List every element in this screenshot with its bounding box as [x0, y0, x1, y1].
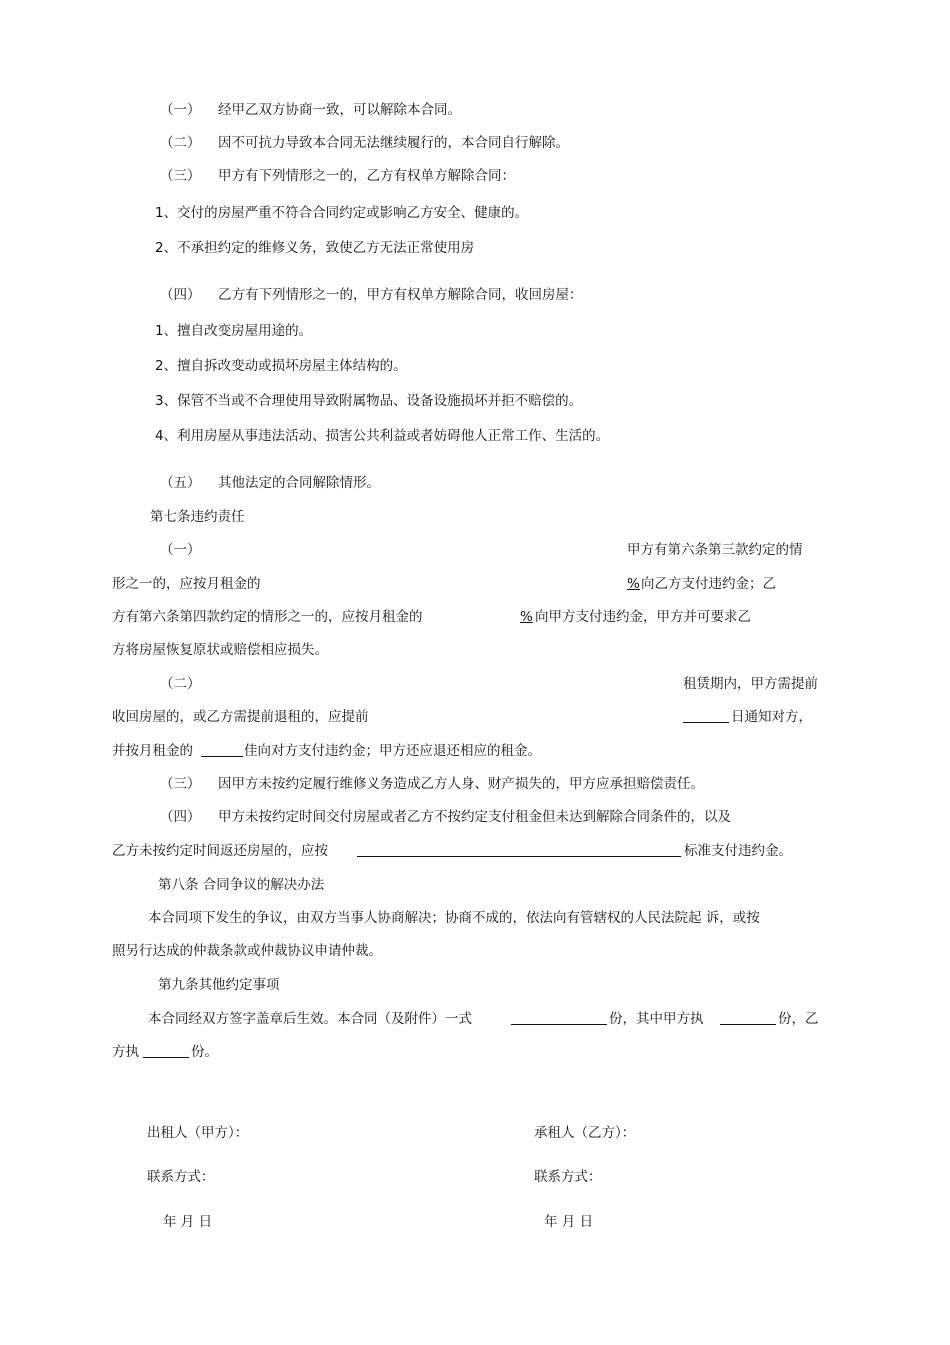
clause-4-item: 1、擅自改变房屋用途的。	[155, 323, 313, 339]
art7-p2-blank-line	[683, 708, 729, 726]
art7-p2-text: 日通知对方，	[731, 709, 812, 725]
art7-p4-text: 甲方未按约定时间交付房屋或者乙方不按约定支付租金但未达到解除合同条件的，以及	[218, 809, 731, 825]
clause-4-num: （四）	[160, 287, 201, 303]
art7-p2-blank-line	[201, 742, 243, 760]
clause-1-text: 经甲乙双方协商一致，可以解除本合同。	[218, 102, 461, 118]
article-9-text: 方执	[112, 1044, 139, 1060]
art7-p3-num: （三）	[160, 776, 201, 792]
art7-p1-num: （一）	[160, 542, 201, 558]
art7-p1-pct: %	[520, 609, 533, 625]
article-9-text: 份。	[191, 1044, 218, 1060]
clause-3-item: 2、不承担约定的维修义务，致使乙方无法正常使用房	[155, 240, 475, 256]
clause-5-num: （五）	[160, 475, 201, 491]
art7-p2-text: 收回房屋的，或乙方需提前退租的，应提前	[112, 709, 369, 725]
lessor-contact-label: 联系方式：	[147, 1169, 215, 1185]
art7-p1-text: 形之一的，应按月租金的	[112, 576, 261, 592]
art7-p1-text: 方有第六条第四款约定的情形之一的，应按月租金的	[112, 609, 423, 625]
art7-p3-text: 因甲方未按约定履行维修义务造成乙方人身、财产损失的，甲方应承担赔偿责任。	[218, 776, 704, 792]
art7-p1-pct: %	[627, 576, 640, 592]
clause-4-text: 乙方有下列情形之一的，甲方有权单方解除合同，收回房屋：	[218, 287, 583, 303]
art7-p2-text: 佳向对方支付违约金；甲方还应退还相应的租金。	[244, 743, 541, 759]
art7-p1-text: 甲方有第六条第三款约定的情	[627, 542, 803, 558]
lessor-date-label: 年 月 日	[163, 1214, 213, 1230]
article-7-title: 第七条违约责任	[150, 509, 245, 525]
lessee-contact-label: 联系方式：	[534, 1169, 602, 1185]
art7-p2-text: 租赁期内，甲方需提前	[683, 676, 818, 692]
clause-4-item: 4、利用房屋从事违法活动、损害公共利益或者妨碍他人正常工作、生活的。	[155, 428, 610, 444]
article-9-blank-line	[511, 1010, 607, 1028]
art7-p2-num: （二）	[160, 676, 201, 692]
lessee-label: 承租人（乙方）：	[534, 1125, 636, 1141]
article-9-title: 第九条其他约定事项	[158, 977, 280, 993]
art7-p4-text: 乙方未按约定时间返还房屋的，应按	[112, 843, 328, 859]
clause-4-item: 2、擅自拆改变动或损坏房屋主体结构的。	[155, 358, 407, 374]
lessee-date-label: 年 月 日	[544, 1214, 594, 1230]
clause-3-text: 甲方有下列情形之一的，乙方有权单方解除合同：	[218, 168, 515, 184]
article-9-blank-line	[720, 1010, 776, 1028]
clause-4-item: 3、保管不当或不合理使用导致附属物品、设备设施损坏并拒不赔偿的。	[155, 393, 583, 409]
art7-p1-text: 向乙方支付违约金；乙	[641, 576, 776, 592]
article-8-text: 照另行达成的仲裁条款或仲裁协议申请仲裁。	[112, 943, 382, 959]
lessor-label: 出租人（甲方）：	[147, 1125, 249, 1141]
article-9-text: 本合同经双方签字盖章后生效。本合同（及附件）一式	[148, 1011, 472, 1027]
article-9-blank-line	[143, 1043, 189, 1061]
clause-2-num: （二）	[160, 135, 201, 151]
clause-3-item: 1、交付的房屋严重不符合合同约定或影响乙方安全、健康的。	[155, 205, 529, 221]
clause-2-text: 因不可抗力导致本合同无法继续履行的，本合同自行解除。	[218, 135, 569, 151]
clause-5-text: 其他法定的合同解除情形。	[218, 475, 380, 491]
art7-p1-text: 方将房屋恢复原状或赔偿相应损失。	[112, 642, 328, 658]
art7-p4-blank-line	[357, 842, 681, 860]
art7-p2-text: 并按月租金的	[112, 743, 193, 759]
article-8-title: 第八条 合同争议的解决办法	[158, 877, 325, 893]
article-9-text: 份，乙	[778, 1011, 819, 1027]
clause-3-num: （三）	[160, 168, 201, 184]
article-9-text: 份，其中甲方执	[609, 1011, 704, 1027]
clause-1-num: （一）	[160, 102, 201, 118]
art7-p4-num: （四）	[160, 809, 201, 825]
art7-p1-text: 向甲方支付违约金，甲方并可要求乙	[535, 609, 751, 625]
article-8-text: 本合同项下发生的争议，由双方当事人协商解决；协商不成的，依法向有管辖权的人民法院起 诉，或按	[148, 910, 760, 926]
art7-p4-text: 标准支付违约金。	[684, 843, 792, 859]
